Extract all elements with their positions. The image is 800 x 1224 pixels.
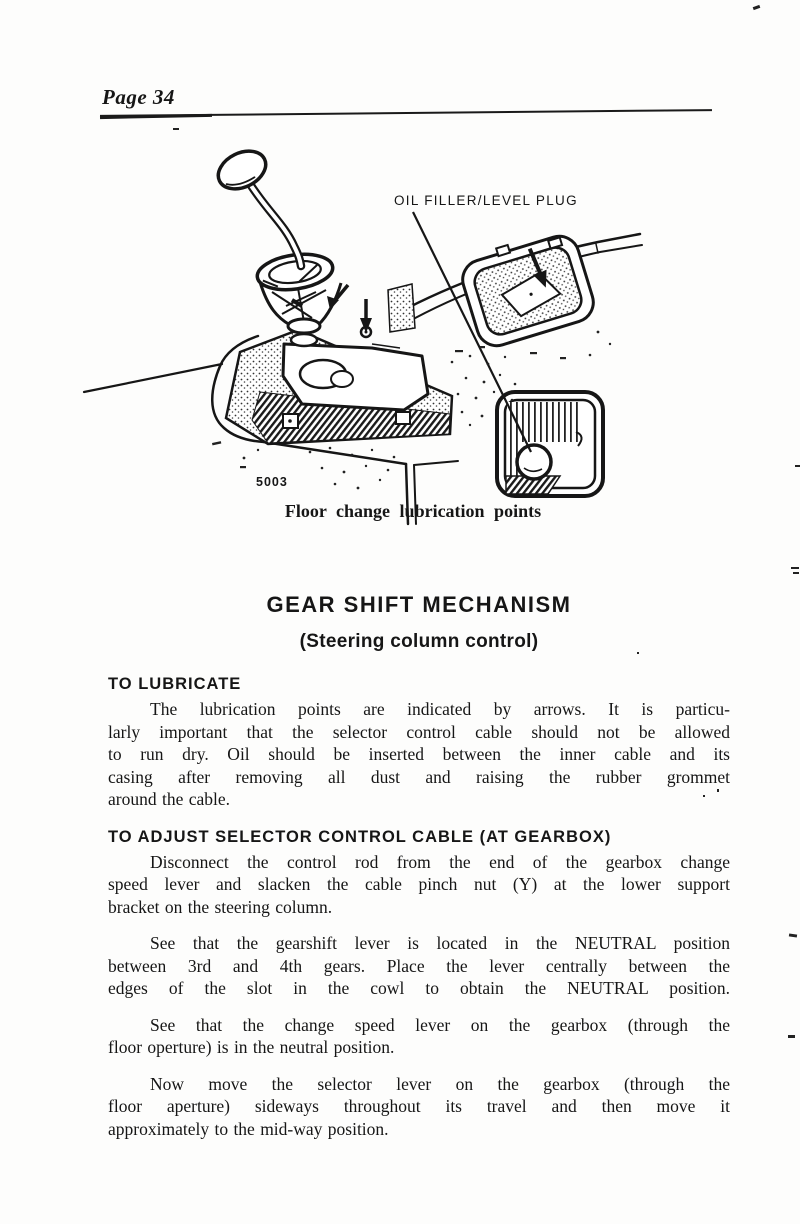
text-line: edges of the slot in the cowl to obtain the NEUTRAL position. — [108, 978, 730, 998]
page-title: GEAR SHIFT MECHANISM — [266, 592, 572, 617]
page-number-label: Page 34 — [102, 85, 175, 109]
figure-caption: Floor change lubrication points — [284, 501, 542, 521]
text-line: Now move the selector lever on the gearbox (through the — [150, 1073, 730, 1094]
gear-lever — [212, 144, 301, 266]
text-line: larly important that the selector control cable should not be allowed — [108, 721, 730, 742]
scan-artifact — [788, 1035, 795, 1038]
text-line: speed lever and slacken the cable pinch nut (Y) at the lower support — [108, 874, 730, 894]
text-line: casing after removing all dust and raising the rubber grommet — [108, 766, 730, 787]
paragraph — [108, 1014, 730, 1059]
text-line: between 3rd and 4th gears. Place the lever centrally between the — [108, 955, 730, 976]
paragraph — [108, 932, 730, 1000]
text-line: See that the change speed lever on the gearbox (through the — [150, 1014, 730, 1035]
text-line: floor operture) is in the neutral position. — [108, 1037, 395, 1057]
figure-number: 5003 — [256, 475, 288, 489]
callout-label: OIL FILLER/LEVEL PLUG — [394, 193, 578, 208]
scan-artifact — [717, 789, 719, 792]
text-line: The lubrication points are indicated by arrows. It is particu- — [150, 699, 730, 719]
scan-artifact — [791, 567, 799, 569]
text-line: to run dry. Oil should be inserted between the inner cable and its — [108, 744, 730, 764]
scan-artifact — [795, 465, 800, 467]
article — [108, 592, 730, 1140]
text-line: approximately to the mid-way position. — [108, 1118, 389, 1139]
paragraph — [108, 698, 730, 811]
text-line: See that the gearshift lever is located in the NEUTRAL position — [150, 933, 730, 953]
page-subtitle: (Steering column control) — [299, 631, 539, 652]
floor-aperture-inset — [497, 392, 603, 496]
section-heading-adjust-cable: TO ADJUST SELECTOR CONTROL CABLE (AT GEARBOX) — [108, 827, 612, 846]
floor-opening-top — [456, 226, 598, 351]
scan-artifact — [789, 933, 797, 937]
scan-artifact — [173, 128, 179, 130]
scan-artifact — [793, 572, 799, 574]
text-line: floor aperture) sideways throughout its travel and then move it — [108, 1096, 730, 1116]
figure-illustration — [0, 0, 800, 560]
scan-artifact — [703, 795, 705, 797]
section-heading-lubricate: TO LUBRICATE — [108, 675, 242, 693]
paragraph — [108, 851, 730, 919]
text-line: Disconnect the control rod from the end of the gearbox change — [150, 851, 730, 872]
oil-filler-plug — [517, 445, 551, 479]
scan-artifact — [637, 652, 639, 654]
text-line: around the cable. — [108, 789, 231, 809]
paragraph — [108, 1073, 730, 1141]
text-line: bracket on the steering column. — [108, 896, 333, 917]
